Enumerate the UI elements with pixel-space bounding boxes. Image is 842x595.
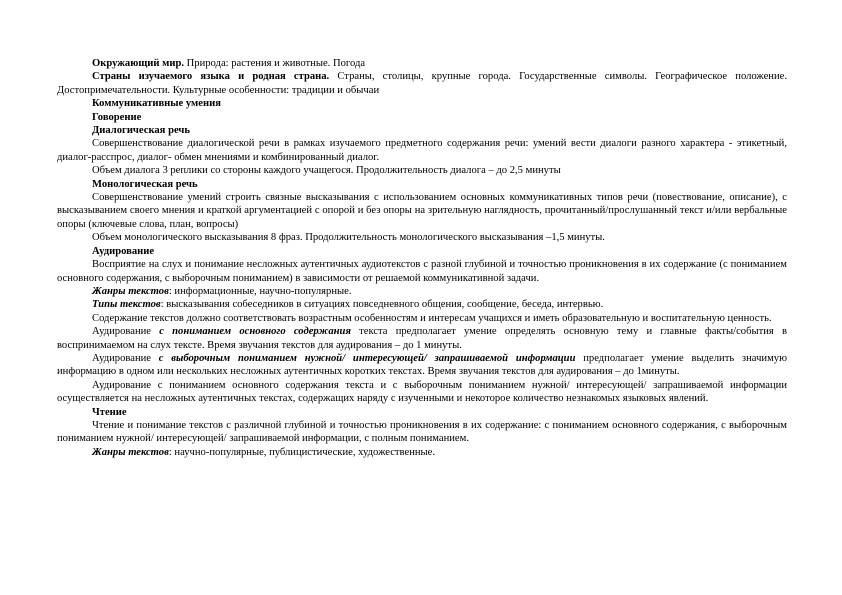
types-text: : высказывания собеседников в ситуациях повседневного общения, сообщение, беседа, интервью. (160, 299, 604, 311)
paragraph-monolog-volume: Объем монологического высказывания 8 фраз. Продолжительность монологического высказывания –1,5 минуты. (92, 232, 605, 244)
paragraph-reading-genres (57, 446, 787, 459)
genres-text: : информационные, научно-популярные. (168, 285, 352, 297)
heading-reading: Чтение (92, 406, 127, 418)
text-part: Аудирование (92, 326, 160, 338)
paragraph-monolog-skills: Совершенствование умений строить связные высказывания с использованием основных коммуникативных типов речи (повествование, описание), с высказыванием своего мнения и краткой аргументацией с опорой и без опоры на зрительную наглядность, прочитанный/прослушанный текст и/или вербальные опоры (ключевые слова, план, вопросы) (57, 192, 787, 230)
heading-dialogic-speech: Диалогическая речь (92, 125, 190, 137)
emphasis-text: с выборочным пониманием нужной/ интересующей/ запрашиваемой информации (158, 352, 576, 364)
paragraph-listening-selective (57, 352, 787, 379)
genres-label: Жанры текстов (92, 285, 169, 297)
heading-speaking: Говорение (92, 111, 142, 123)
text-part: предполагает умение выделить значимую информацию в одном или нескольких несложных аутентичных коротких текстах. Время звучания текстов для аудирования – до 1минуты. (57, 352, 787, 378)
paragraph-surrounding-world (57, 57, 787, 70)
emphasis-text: с пониманием основного содержания (159, 326, 351, 338)
paragraph-reading: Чтение и понимание текстов с различной глубиной и точностью проникновения в их содержание: с пониманием основного содержания, с выборочным пониманием нужной/ интересующей/ запрашиваемой информации, с полным пониманием. (57, 419, 787, 445)
paragraph-listening-types (57, 298, 787, 311)
topic-title: Страны изучаемого языка и родная страна. (92, 71, 330, 83)
paragraph-listening-main-content (57, 325, 787, 352)
paragraph-dialog-skills: Совершенствование диалогической речи в рамках изучаемого предметного содержания речи: умений вести диалоги разного характера - этикетный, диалог-расспрос, диалог- обмен мнениями и комбинированный диалог. (57, 138, 787, 163)
heading-communicative-skills: Коммуникативные умения (92, 98, 221, 110)
types-label: Типы текстов (92, 299, 161, 311)
paragraph-text-content: Содержание текстов должно соответствовать возрастным особенностям и интересам учащихся и иметь образовательную и воспитательную ценность. (92, 312, 772, 324)
heading-listening: Аудирование (92, 245, 155, 257)
paragraph-listening-genres (57, 285, 787, 298)
paragraph-countries (57, 70, 787, 97)
genres-label: Жанры текстов (92, 446, 169, 458)
paragraph-text: Природа: растения и животные. Погода (184, 58, 366, 69)
heading-monologic-speech: Монологическая речь (92, 178, 198, 190)
text-part: текста предполагает умение определять основную тему и главные факты/события в воспринимаемом на слух тексте. Время звучания текстов для аудирования – до 1 минуты. (57, 326, 787, 351)
paragraph-listening-perception: Восприятие на слух и понимание несложных аутентичных аудиотекстов с разной глубиной и точностью проникновения в их содержание (с пониманием основного содержания, с выборочным пониманием) в зависимости от решаемой коммуникативной задачи. (57, 259, 787, 284)
paragraph-dialog-volume: Объем диалога 3 реплики со стороны каждого учащегося. Продолжительность диалога – до 2,5 минуты (92, 165, 561, 177)
genres-text: : научно-популярные, публицистические, художественные. (168, 446, 435, 458)
topic-title: Окружающий мир. (92, 58, 184, 69)
text-part: Аудирование (92, 352, 159, 364)
paragraph-listening-combined: Аудирование с пониманием основного содержания текста и с выборочным пониманием нужной/ интересующей/ запрашиваемой информации осуществляется на несложных аутентичных текстах, содержащих наряду с изученными и некоторое количество незнакомых языковых явлений. (57, 379, 787, 405)
paragraph-text: Страны, столицы, крупные города. Государственные символы. Географическое положение. Достопримечательности. Культурные особенности: традиции и обычаи (57, 71, 787, 96)
document-page (57, 57, 787, 459)
